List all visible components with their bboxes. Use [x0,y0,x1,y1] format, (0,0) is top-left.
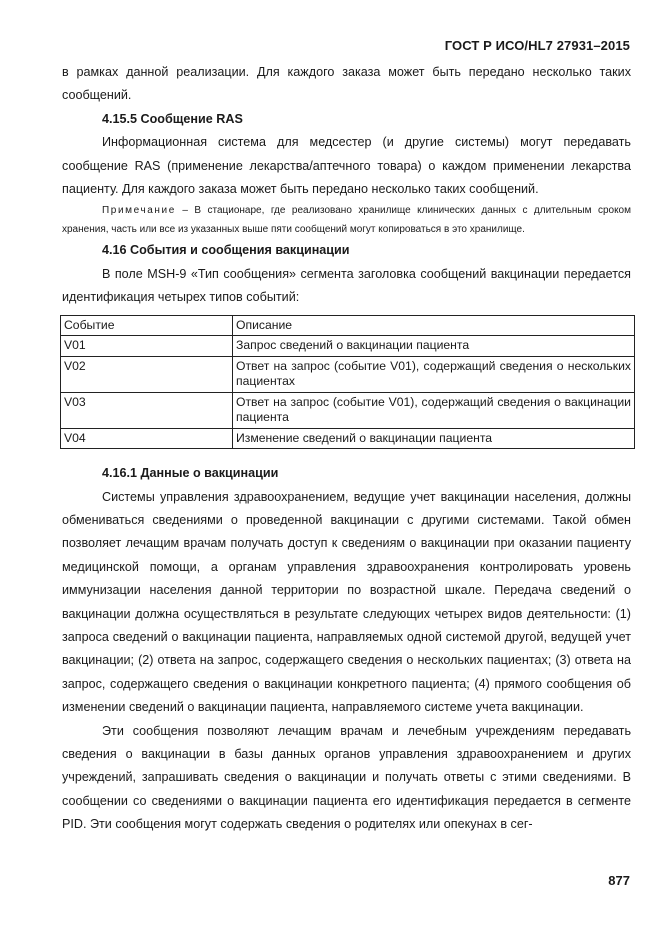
cell-description: Запрос сведений о вакцинации пациента [233,336,635,357]
cell-event: V02 [61,356,233,392]
table-row [61,428,635,449]
events-table [60,315,635,450]
page-header-standard: ГОСТ Р ИСО/HL7 27931–2015 [444,38,630,53]
paragraph-4-16: В поле MSH-9 «Тип сообщения» сегмента заголовка сообщений вакцинации передается идентификация четырех типов событий: [62,266,631,305]
table-row [61,356,635,392]
cell-event: V01 [61,336,233,357]
note [62,201,631,239]
note-label: Примечание [102,205,176,217]
cell-event: V04 [61,428,233,449]
page-number: 877 [608,873,630,888]
paragraph-4-16-1-b: Эти сообщения позволяют лечащим врачам и лечебным учреждениям передавать сведения о вакцинации в базы данных органов управления здравоохранением и других учреждений, запрашивать сведения о вакцинации и получать ответы с этими сведениями. В сообщении со сведениями о вакцинации пациента его идентификация передается в сегменте PID. Эти сообщения могут содержать сведения о родителях или опекунах в сег- [62,723,631,832]
cell-description: Ответ на запрос (событие V01), содержащий сведения о нескольких пациентах [233,356,635,392]
table-header-row [61,315,635,336]
section-heading-4-16: 4.16 События и сообщения вакцинации [102,243,350,258]
spacer [62,449,631,462]
cell-description: Изменение сведений о вакцинации пациента [233,428,635,449]
document-body [62,61,631,837]
cell-description: Ответ на запрос (событие V01), содержащий сведения о вакцинации пациента [233,392,635,428]
column-header-description: Описание [233,315,635,336]
paragraph-4-16-1-a: Системы управления здравоохранением, ведущие учет вакцинации населения, должны обмениваться сведениями о проведенной вакцинации с другими системами. Такой обмен позволяет лечащим врачам получать доступ к сведениям о вакцинации при оказании пациенту медицинской помощи, а органам управления здравоохранения контролировать уровень иммунизации населения данной территории по возрастной шкале. Передача сведений о вакцинации должна осуществляться в результате следующих четырех видов деятельности: (1) запроса сведений о вакцинации пациента, направляемых одной системой другой, ведущей учет вакцинации; (2) ответа на запрос, содержащего сведения о нескольких пациентах; (3) ответа на запрос, содержащего сведения о вакцинации конкретного пациента; (4) прямого сообщения об изменении сведений о вакцинации пациента, направляемого системе учета вакцинации. [62,489,631,715]
section-heading-4-16-1: 4.16.1 Данные о вакцинации [102,466,279,481]
paragraph-ras: Информационная система для медсестер (и другие системы) могут передавать сообщение RAS (применение лекарства/аптечного товара) о каждом применении лекарства пациенту. Для каждого заказа может быть передано несколько таких сообщений. [62,135,631,197]
column-header-event: Событие [61,315,233,336]
note-text: – В стационаре, где реализовано хранилище клинических данных с длительным сроком хранения, часть или все из указанных выше пяти сообщений могут копироваться в это хранилище. [62,205,631,236]
table-row [61,336,635,357]
table-row [61,392,635,428]
paragraph-continuation: в рамках данной реализации. Для каждого заказа может быть передано несколько таких сообщений. [62,65,631,103]
section-heading-4-15-5: 4.15.5 Сообщение RAS [102,111,243,126]
cell-event: V03 [61,392,233,428]
